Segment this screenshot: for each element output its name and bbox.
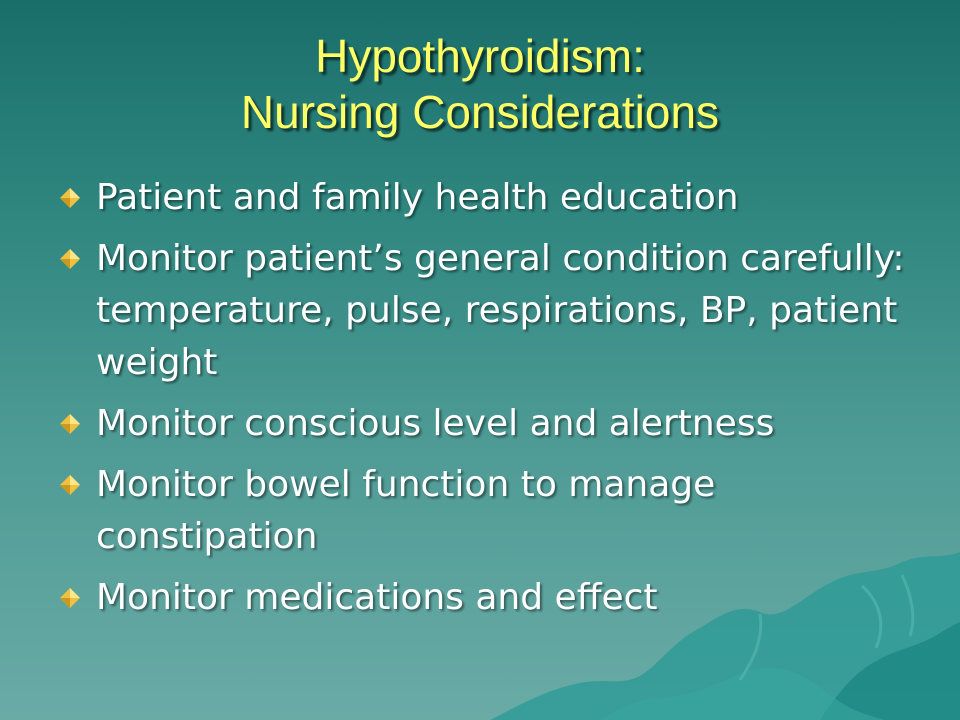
title-line-2: Nursing Considerations [240,86,720,138]
slide-title [0,28,960,140]
bullet-text: Monitor bowel function to manage constipation [96,464,716,557]
diamond-bullet-icon [60,414,80,434]
bullet-text: Patient and family health education [96,177,739,218]
bullet-text: Monitor patient’s general condition carefully: temperature, pulse, respirations, BP, patient weight [96,238,905,383]
diamond-bullet-icon [60,249,80,269]
title-line-1: Hypothyroidism: [315,30,645,82]
diamond-bullet-icon [60,588,80,608]
bullet-item [58,172,938,224]
bullet-item [58,233,938,389]
bullet-text: Monitor conscious level and alertness [96,403,775,444]
bullet-text: Monitor medications and effect [96,577,658,618]
bullet-item [58,572,938,624]
bullet-item [58,459,938,563]
diamond-bullet-icon [60,475,80,495]
diamond-bullet-icon [60,188,80,208]
bullet-item [58,398,938,450]
bullet-list [58,172,938,633]
